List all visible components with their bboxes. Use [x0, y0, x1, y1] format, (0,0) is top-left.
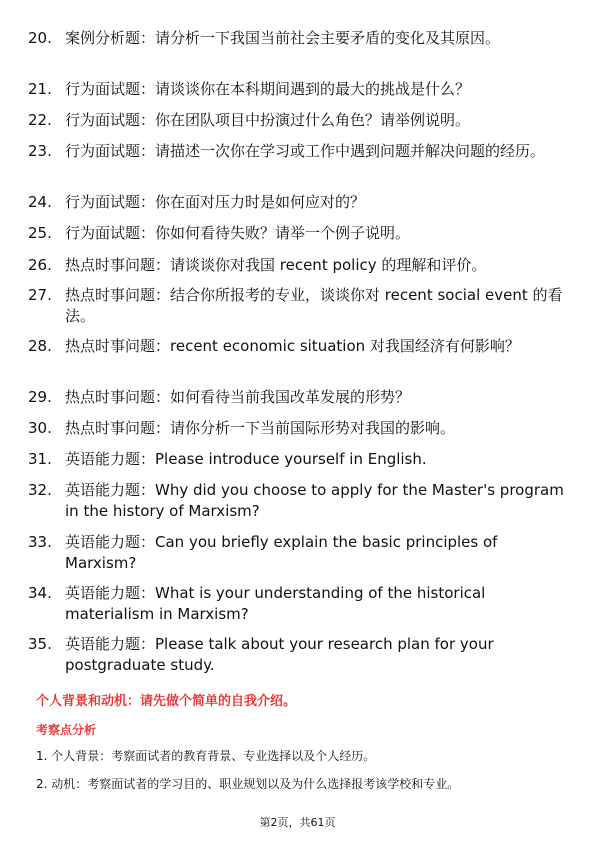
question-text: 行为面试题：请描述一次你在学习或工作中遇到问题并解决问题的经历。	[65, 142, 546, 160]
question-text: 行为面试题：请谈谈你在本科期间遇到的最大的挑战是什么？	[65, 80, 471, 98]
question-number: 20.	[28, 29, 52, 47]
question-number: 31.	[28, 450, 52, 468]
question-number: 33.	[28, 533, 52, 551]
question-number: 22.	[28, 111, 52, 129]
question-text: 热点时事问题：请谈谈你对我国 recent policy 的理解和评价。	[65, 256, 487, 274]
question-number: 27.	[28, 286, 52, 304]
question-text: 热点时事问题：如何看待当前我国改革发展的形势？	[65, 388, 411, 406]
question-text: 行为面试题：你在面对压力时是如何应对的？	[65, 193, 366, 211]
question-text: 热点时事问题：请你分析一下当前国际形势对我国的影响。	[65, 419, 456, 437]
analysis-point: 1. 个人背景：考察面试者的教育背景、专业选择以及个人经历。	[36, 749, 376, 763]
question-number: 30.	[28, 419, 52, 437]
question-number: 23.	[28, 142, 52, 160]
section-heading: 个人背景和动机：请先做个简单的自我介绍。	[36, 694, 297, 709]
question-number: 25.	[28, 224, 52, 242]
question-text: 英语能力题：Please talk about your research plan for your postgraduate study.	[65, 635, 494, 674]
question-number: 21.	[28, 80, 52, 98]
question-text: 热点时事问题：结合你所报考的专业，谈谈你对 recent social event 的看法。	[65, 286, 563, 325]
question-text: 案例分析题：请分析一下我国当前社会主要矛盾的变化及其原因。	[65, 29, 501, 47]
question-text: 行为面试题：你如何看待失败？请举一个例子说明。	[65, 224, 411, 242]
question-number: 35.	[28, 635, 52, 653]
question-text: 热点时事问题：recent economic situation 对我国经济有何影响？	[65, 337, 520, 355]
question-number: 32.	[28, 481, 52, 499]
page-footer: 第2页，共61页	[259, 816, 336, 829]
question-number: 24.	[28, 193, 52, 211]
question-text: 英语能力题：Can you briefly explain the basic principles of Marxism?	[65, 533, 498, 572]
question-text: 英语能力题：Please introduce yourself in English.	[65, 450, 427, 468]
question-text: 英语能力题：What is your understanding of the historical materialism in Marxism?	[65, 584, 486, 623]
question-number: 34.	[28, 584, 52, 602]
analysis-sub-heading: 考察点分析	[36, 723, 97, 737]
question-number: 28.	[28, 337, 52, 355]
question-number: 29.	[28, 388, 52, 406]
question-text: 英语能力题：Why did you choose to apply for the Master's program in the history of Marxism?	[65, 481, 564, 520]
analysis-point: 2. 动机：考察面试者的学习目的、职业规划以及为什么选择报考该学校和专业。	[36, 777, 460, 791]
question-text: 行为面试题：你在团队项目中扮演过什么角色？请举例说明。	[65, 111, 471, 129]
question-number: 26.	[28, 256, 52, 274]
